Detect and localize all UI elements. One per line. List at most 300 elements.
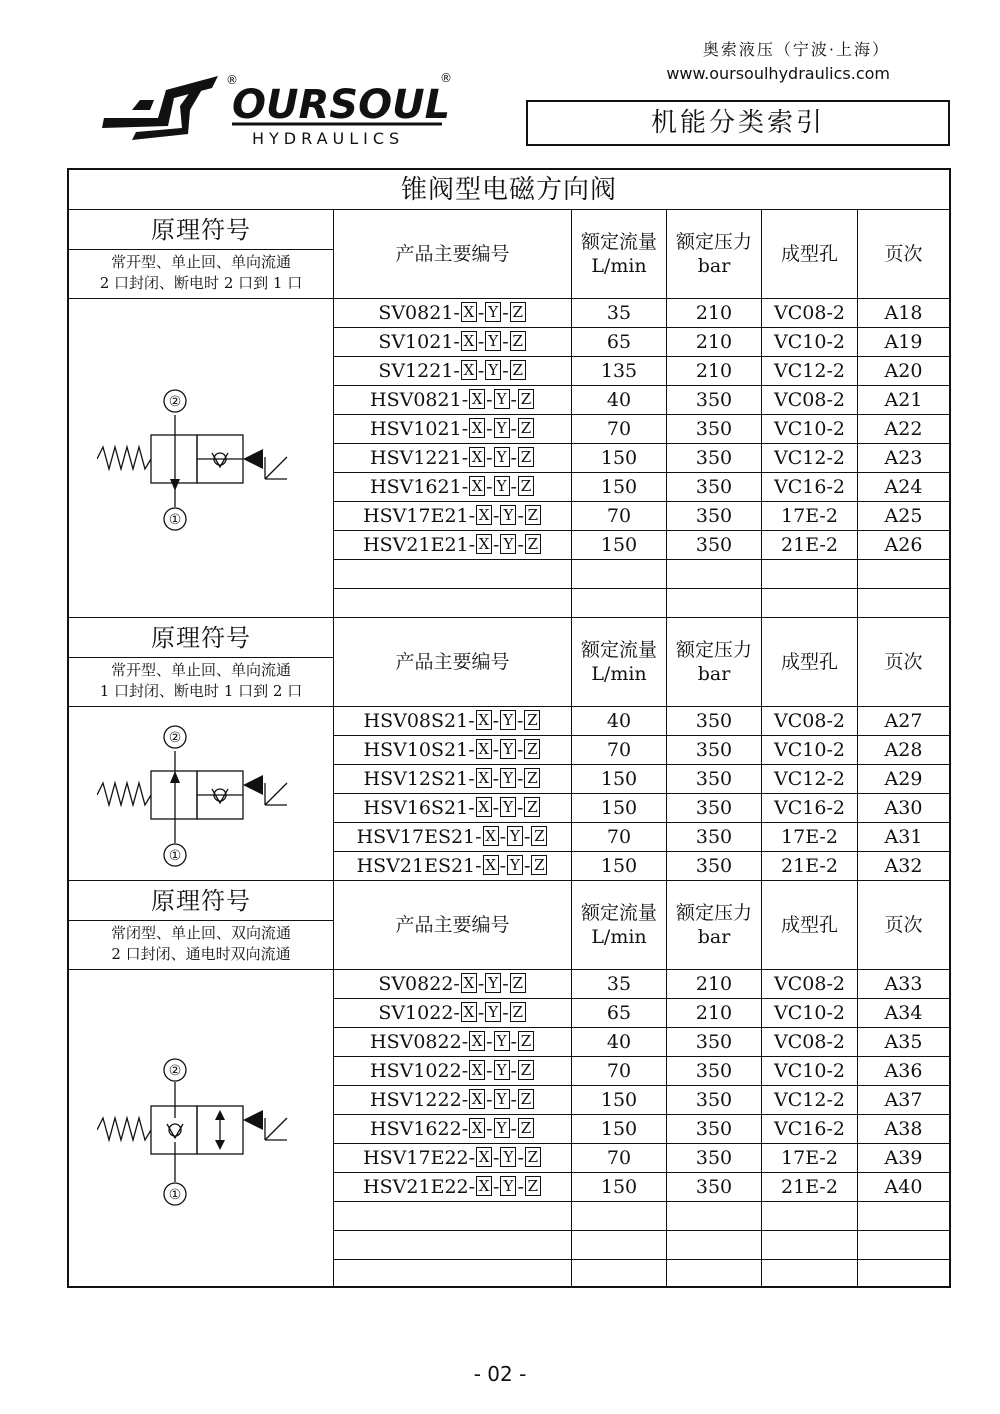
- empty-row: [334, 1230, 949, 1259]
- cavity-cell: [762, 560, 858, 588]
- option-code-box: Z: [525, 534, 541, 554]
- option-code-box: Y: [500, 797, 516, 817]
- model-code: HSV1022-: [370, 1060, 469, 1082]
- page-header: 页次: [884, 651, 923, 673]
- option-code-box: X: [469, 1118, 485, 1138]
- flow-cell: 70: [572, 1144, 667, 1172]
- model-cell: HSV1622- X - Y - Z: [334, 1115, 572, 1143]
- svg-text:②: ②: [168, 730, 182, 746]
- option-code-box: Z: [531, 826, 547, 846]
- model-cell: SV0822- X - Y - Z: [334, 970, 572, 998]
- option-code-box: X: [469, 1089, 485, 1109]
- svg-text:®: ®: [440, 71, 452, 85]
- option-code-box: Y: [500, 1176, 516, 1196]
- flow-cell: 70: [572, 823, 667, 851]
- option-code-box: X: [476, 505, 492, 525]
- section-2: [69, 618, 949, 880]
- option-code-box: Y: [485, 973, 501, 993]
- option-code-box: Y: [494, 389, 510, 409]
- model-cell: [334, 1202, 572, 1230]
- empty-row: [334, 559, 949, 588]
- option-code-box: X: [476, 797, 492, 817]
- option-code-box: Y: [494, 1031, 510, 1051]
- option-code-box: Y: [485, 302, 501, 322]
- svg-text:②: ②: [168, 394, 182, 410]
- symbol-header: 原理符号 常开型、单止回、单向流通 1 口封闭、断电时 1 口到 2 口: [69, 618, 334, 706]
- page-cell: A40: [884, 1176, 923, 1198]
- model-code: HSV21E22-: [363, 1176, 476, 1198]
- hydraulic-symbol-1: [69, 298, 334, 617]
- cavity-cell: VC08-2: [762, 299, 858, 327]
- flow-cell: 35: [572, 299, 667, 327]
- option-code-box: X: [476, 739, 492, 759]
- page-cell: [858, 560, 949, 588]
- empty-row: [334, 1201, 949, 1230]
- svg-text:①: ①: [168, 512, 182, 528]
- cavity-cell: VC10-2: [762, 415, 858, 443]
- pressure-header: 额定压力 bar: [667, 618, 762, 706]
- page-cell: A27: [884, 710, 923, 732]
- cavity-cell: VC16-2: [762, 473, 858, 501]
- pressure-cell: 350: [667, 794, 762, 822]
- flow-cell: [572, 1202, 667, 1230]
- flow-cell: 35: [572, 970, 667, 998]
- model-header: 产品主要编号: [334, 618, 572, 706]
- model-code: HSV21ES21-: [356, 855, 482, 877]
- cavity-cell: [762, 589, 858, 617]
- table-row: [334, 735, 949, 764]
- cavity-cell: 17E-2: [762, 823, 858, 851]
- svg-text:①: ①: [168, 848, 182, 864]
- option-code-box: Z: [510, 331, 526, 351]
- option-code-box: Z: [510, 302, 526, 322]
- table-row: [334, 764, 949, 793]
- flow-cell: 40: [572, 707, 667, 735]
- empty-row: [334, 1259, 949, 1288]
- page-cell: A24: [884, 476, 923, 498]
- option-code-box: Y: [494, 1060, 510, 1080]
- flow-cell: 135: [572, 357, 667, 385]
- option-code-box: X: [483, 855, 499, 875]
- cavity-cell: 17E-2: [762, 502, 858, 530]
- flow-cell: 70: [572, 736, 667, 764]
- table-row: [334, 969, 949, 998]
- option-code-box: Y: [507, 826, 523, 846]
- svg-text:OURSOUL: OURSOUL: [232, 82, 451, 128]
- page-cell: A28: [884, 739, 923, 761]
- company-name: 奥索液压（宁波·上海）: [702, 40, 890, 59]
- index-title: 机能分类索引: [526, 100, 950, 146]
- pressure-cell: [667, 1260, 762, 1288]
- page-header: 页次: [884, 914, 923, 936]
- table-row: [334, 1056, 949, 1085]
- pressure-cell: 350: [667, 765, 762, 793]
- option-code-box: X: [461, 973, 477, 993]
- option-code-box: Y: [485, 1002, 501, 1022]
- option-code-box: Z: [525, 1147, 541, 1167]
- model-cell: [334, 589, 572, 617]
- option-code-box: Z: [510, 360, 526, 380]
- table-row: [334, 530, 949, 559]
- cavity-cell: 21E-2: [762, 1173, 858, 1201]
- model-cell: HSV17E22- X - Y - Z: [334, 1144, 572, 1172]
- section-1: [69, 210, 949, 617]
- valve-symbol-icon: [97, 1050, 317, 1210]
- page-cell: A33: [884, 973, 923, 995]
- page-cell: A23: [884, 447, 923, 469]
- option-code-box: Z: [510, 973, 526, 993]
- cavity-cell: VC12-2: [762, 1086, 858, 1114]
- model-code: HSV21E21-: [363, 534, 476, 556]
- option-code-box: Z: [518, 1089, 534, 1109]
- option-code-box: X: [461, 331, 477, 351]
- option-code-box: Z: [518, 389, 534, 409]
- page-cell: [858, 1202, 949, 1230]
- cavity-header: 成型孔: [762, 618, 858, 706]
- table-row: [334, 1085, 949, 1114]
- model-cell: HSV1222- X - Y - Z: [334, 1086, 572, 1114]
- option-code-box: X: [476, 1176, 492, 1196]
- page-cell: A37: [884, 1089, 923, 1111]
- cavity-header: 成型孔: [762, 881, 858, 969]
- option-code-box: Y: [485, 331, 501, 351]
- option-code-box: X: [483, 826, 499, 846]
- option-code-box: Y: [500, 768, 516, 788]
- option-code-box: Y: [494, 1089, 510, 1109]
- model-code: HSV17E22-: [363, 1147, 476, 1169]
- flow-cell: 150: [572, 531, 667, 559]
- option-code-box: Y: [494, 418, 510, 438]
- option-code-box: X: [476, 768, 492, 788]
- pressure-cell: 350: [667, 736, 762, 764]
- page-cell: A26: [884, 534, 923, 556]
- page-cell: A18: [884, 302, 923, 324]
- pressure-cell: 210: [667, 999, 762, 1027]
- table-row: [334, 1027, 949, 1056]
- pressure-cell: 350: [667, 444, 762, 472]
- option-code-box: Y: [485, 360, 501, 380]
- model-code: SV1022-: [378, 1002, 460, 1024]
- model-code: HSV1622-: [370, 1118, 469, 1140]
- option-code-box: X: [469, 1060, 485, 1080]
- model-cell: HSV21E21- X - Y - Z: [334, 531, 572, 559]
- flow-cell: 150: [572, 852, 667, 880]
- table-row: [334, 414, 949, 443]
- empty-row: [334, 588, 949, 617]
- model-cell: SV1022- X - Y - Z: [334, 999, 572, 1027]
- pressure-cell: 350: [667, 823, 762, 851]
- flow-cell: 150: [572, 1086, 667, 1114]
- option-code-box: X: [461, 302, 477, 322]
- page-cell: A39: [884, 1147, 923, 1169]
- symbol-label: 原理符号: [69, 881, 333, 921]
- model-code: HSV12S21-: [363, 768, 475, 790]
- pressure-header: 额定压力 bar: [667, 881, 762, 969]
- model-cell: HSV08S21- X - Y - Z: [334, 707, 572, 735]
- option-code-box: Y: [507, 855, 523, 875]
- model-code: HSV08S21-: [363, 710, 475, 732]
- option-code-box: X: [469, 1031, 485, 1051]
- flow-cell: 150: [572, 794, 667, 822]
- option-code-box: X: [476, 534, 492, 554]
- table-row: [334, 1143, 949, 1172]
- option-code-box: Y: [494, 1118, 510, 1138]
- model-cell: HSV21ES21- X - Y - Z: [334, 852, 572, 880]
- flow-cell: [572, 560, 667, 588]
- rows-2: [334, 706, 949, 880]
- flow-cell: 65: [572, 999, 667, 1027]
- model-cell: HSV1221- X - Y - Z: [334, 444, 572, 472]
- model-code: HSV1021-: [370, 418, 469, 440]
- cavity-cell: VC12-2: [762, 444, 858, 472]
- table-row: [334, 501, 949, 530]
- option-code-box: Z: [518, 1060, 534, 1080]
- rows-3: [334, 969, 949, 1288]
- option-code-box: X: [476, 1147, 492, 1167]
- model-code: HSV0822-: [370, 1031, 469, 1053]
- cavity-cell: VC16-2: [762, 1115, 858, 1143]
- model-code: HSV1221-: [370, 447, 469, 469]
- page-cell: A30: [884, 797, 923, 819]
- option-code-box: Z: [518, 1031, 534, 1051]
- page-header: 页次: [884, 243, 923, 265]
- option-code-box: Y: [500, 534, 516, 554]
- pressure-cell: [667, 1231, 762, 1259]
- rows-1: [334, 298, 949, 617]
- page-cell: A29: [884, 768, 923, 790]
- table-row: [334, 822, 949, 851]
- table-row: [334, 472, 949, 501]
- cavity-cell: VC12-2: [762, 357, 858, 385]
- option-code-box: Y: [494, 476, 510, 496]
- option-code-box: Z: [518, 1118, 534, 1138]
- table-row: [334, 327, 949, 356]
- model-cell: HSV0822- X - Y - Z: [334, 1028, 572, 1056]
- option-code-box: X: [476, 710, 492, 730]
- model-code: SV1221-: [378, 360, 460, 382]
- option-code-box: Y: [500, 739, 516, 759]
- model-code: HSV17ES21-: [356, 826, 482, 848]
- option-code-box: X: [461, 1002, 477, 1022]
- option-code-box: Z: [518, 447, 534, 467]
- table-row: [334, 443, 949, 472]
- cavity-cell: 21E-2: [762, 531, 858, 559]
- model-header: 产品主要编号: [334, 210, 572, 298]
- flow-cell: 150: [572, 1173, 667, 1201]
- option-code-box: Z: [524, 739, 540, 759]
- pressure-cell: 350: [667, 852, 762, 880]
- valve-table: [67, 168, 951, 1288]
- pressure-cell: 350: [667, 1115, 762, 1143]
- pressure-cell: 210: [667, 328, 762, 356]
- cavity-cell: VC16-2: [762, 794, 858, 822]
- option-code-box: Z: [518, 476, 534, 496]
- cavity-header: 成型孔: [762, 210, 858, 298]
- company-logo: [92, 70, 452, 150]
- symbol-header: 原理符号 常开型、单止回、单向流通 2 口封闭、断电时 2 口到 1 口: [69, 210, 334, 298]
- model-code: HSV1621-: [370, 476, 469, 498]
- cavity-cell: VC08-2: [762, 1028, 858, 1056]
- logo-mark-icon: [92, 70, 452, 150]
- pressure-header: 额定压力 bar: [667, 210, 762, 298]
- svg-text:②: ②: [168, 1063, 182, 1079]
- table-row: [334, 356, 949, 385]
- pressure-cell: [667, 1202, 762, 1230]
- page-cell: A22: [884, 418, 923, 440]
- pressure-cell: 210: [667, 357, 762, 385]
- option-code-box: Y: [500, 505, 516, 525]
- page-cell: [858, 1260, 949, 1288]
- cavity-cell: VC08-2: [762, 707, 858, 735]
- page-cell: [858, 1231, 949, 1259]
- symbol-label: 原理符号: [69, 618, 333, 658]
- cavity-cell: VC08-2: [762, 386, 858, 414]
- model-code: HSV0821-: [370, 389, 469, 411]
- model-cell: SV0821- X - Y - Z: [334, 299, 572, 327]
- option-code-box: Z: [524, 710, 540, 730]
- symbol-label: 原理符号: [69, 210, 333, 250]
- table-row: [334, 385, 949, 414]
- pressure-cell: 350: [667, 531, 762, 559]
- cavity-cell: [762, 1202, 858, 1230]
- model-cell: SV1021- X - Y - Z: [334, 328, 572, 356]
- pressure-cell: [667, 560, 762, 588]
- page-cell: A34: [884, 1002, 923, 1024]
- pressure-cell: 350: [667, 1028, 762, 1056]
- model-code: HSV10S21-: [363, 739, 475, 761]
- page-number: - 02 -: [473, 1362, 527, 1386]
- cavity-cell: [762, 1231, 858, 1259]
- pressure-cell: [667, 589, 762, 617]
- model-cell: HSV1022- X - Y - Z: [334, 1057, 572, 1085]
- model-cell: HSV10S21- X - Y - Z: [334, 736, 572, 764]
- company-website[interactable]: www.oursoulhydraulics.com: [666, 64, 890, 83]
- table-row: [334, 998, 949, 1027]
- model-cell: HSV16S21- X - Y - Z: [334, 794, 572, 822]
- pressure-cell: 350: [667, 1144, 762, 1172]
- pressure-cell: 210: [667, 299, 762, 327]
- option-code-box: Y: [500, 710, 516, 730]
- model-code: HSV17E21-: [363, 505, 476, 527]
- option-code-box: Z: [531, 855, 547, 875]
- page-cell: A32: [884, 855, 923, 877]
- option-code-box: X: [469, 447, 485, 467]
- pressure-cell: 350: [667, 1057, 762, 1085]
- cavity-cell: VC10-2: [762, 736, 858, 764]
- option-code-box: X: [469, 389, 485, 409]
- pressure-cell: 350: [667, 386, 762, 414]
- cavity-cell: 21E-2: [762, 852, 858, 880]
- model-cell: HSV1621- X - Y - Z: [334, 473, 572, 501]
- option-code-box: Z: [510, 1002, 526, 1022]
- page-cell: A21: [884, 389, 923, 411]
- page-cell: A20: [884, 360, 923, 382]
- table-row: [334, 793, 949, 822]
- pressure-cell: 210: [667, 970, 762, 998]
- table-title: 锥阀型电磁方向阀: [69, 170, 949, 210]
- flow-cell: 70: [572, 1057, 667, 1085]
- option-code-box: Z: [525, 1176, 541, 1196]
- model-cell: SV1221- X - Y - Z: [334, 357, 572, 385]
- page-cell: A38: [884, 1118, 923, 1140]
- model-cell: [334, 560, 572, 588]
- company-info: [666, 38, 890, 86]
- svg-text:HYDRAULICS: HYDRAULICS: [252, 129, 405, 148]
- flow-cell: 150: [572, 765, 667, 793]
- flow-cell: 70: [572, 415, 667, 443]
- flow-cell: 65: [572, 328, 667, 356]
- page-cell: A36: [884, 1060, 923, 1082]
- cavity-cell: 17E-2: [762, 1144, 858, 1172]
- pressure-cell: 350: [667, 1173, 762, 1201]
- cavity-cell: VC10-2: [762, 999, 858, 1027]
- flow-header: 额定流量 L/min: [572, 881, 667, 969]
- option-code-box: X: [469, 418, 485, 438]
- option-code-box: X: [461, 360, 477, 380]
- page-cell: A31: [884, 826, 923, 848]
- model-cell: HSV21E22- X - Y - Z: [334, 1173, 572, 1201]
- flow-cell: 40: [572, 1028, 667, 1056]
- option-code-box: Y: [500, 1147, 516, 1167]
- flow-cell: 150: [572, 444, 667, 472]
- cavity-cell: VC08-2: [762, 970, 858, 998]
- option-code-box: Z: [525, 505, 541, 525]
- pressure-cell: 350: [667, 502, 762, 530]
- flow-cell: 40: [572, 386, 667, 414]
- page-cell: A25: [884, 505, 923, 527]
- model-code: SV0822-: [378, 973, 460, 995]
- table-row: [334, 851, 949, 880]
- flow-cell: [572, 1231, 667, 1259]
- flow-cell: [572, 589, 667, 617]
- flow-header: 额定流量 L/min: [572, 210, 667, 298]
- flow-header: 额定流量 L/min: [572, 618, 667, 706]
- model-code: SV1021-: [378, 331, 460, 353]
- cavity-cell: VC10-2: [762, 328, 858, 356]
- section-3: [69, 881, 949, 1287]
- cavity-cell: VC12-2: [762, 765, 858, 793]
- model-cell: HSV17E21- X - Y - Z: [334, 502, 572, 530]
- flow-cell: [572, 1260, 667, 1288]
- model-cell: HSV0821- X - Y - Z: [334, 386, 572, 414]
- option-code-box: Z: [524, 768, 540, 788]
- model-cell: [334, 1260, 572, 1288]
- model-cell: HSV12S21- X - Y - Z: [334, 765, 572, 793]
- model-header: 产品主要编号: [334, 881, 572, 969]
- hydraulic-symbol-2: [69, 706, 334, 880]
- svg-text:①: ①: [168, 1187, 182, 1203]
- pressure-cell: 350: [667, 415, 762, 443]
- model-code: HSV16S21-: [363, 797, 475, 819]
- option-code-box: Y: [494, 447, 510, 467]
- table-row: [334, 298, 949, 327]
- pressure-cell: 350: [667, 1086, 762, 1114]
- pressure-cell: 350: [667, 473, 762, 501]
- symbol-header: 原理符号 常闭型、单止回、双向流通 2 口封闭、通电时双向流通: [69, 881, 334, 969]
- model-cell: [334, 1231, 572, 1259]
- table-row: [334, 706, 949, 735]
- page-cell: A19: [884, 331, 923, 353]
- cavity-cell: VC10-2: [762, 1057, 858, 1085]
- model-code: SV0821-: [378, 302, 460, 324]
- valve-symbol-icon: [97, 377, 317, 537]
- flow-cell: 150: [572, 1115, 667, 1143]
- option-code-box: Z: [524, 797, 540, 817]
- valve-symbol-icon: [97, 713, 317, 873]
- table-row: [334, 1114, 949, 1143]
- svg-text:®: ®: [226, 73, 238, 87]
- option-code-box: X: [469, 476, 485, 496]
